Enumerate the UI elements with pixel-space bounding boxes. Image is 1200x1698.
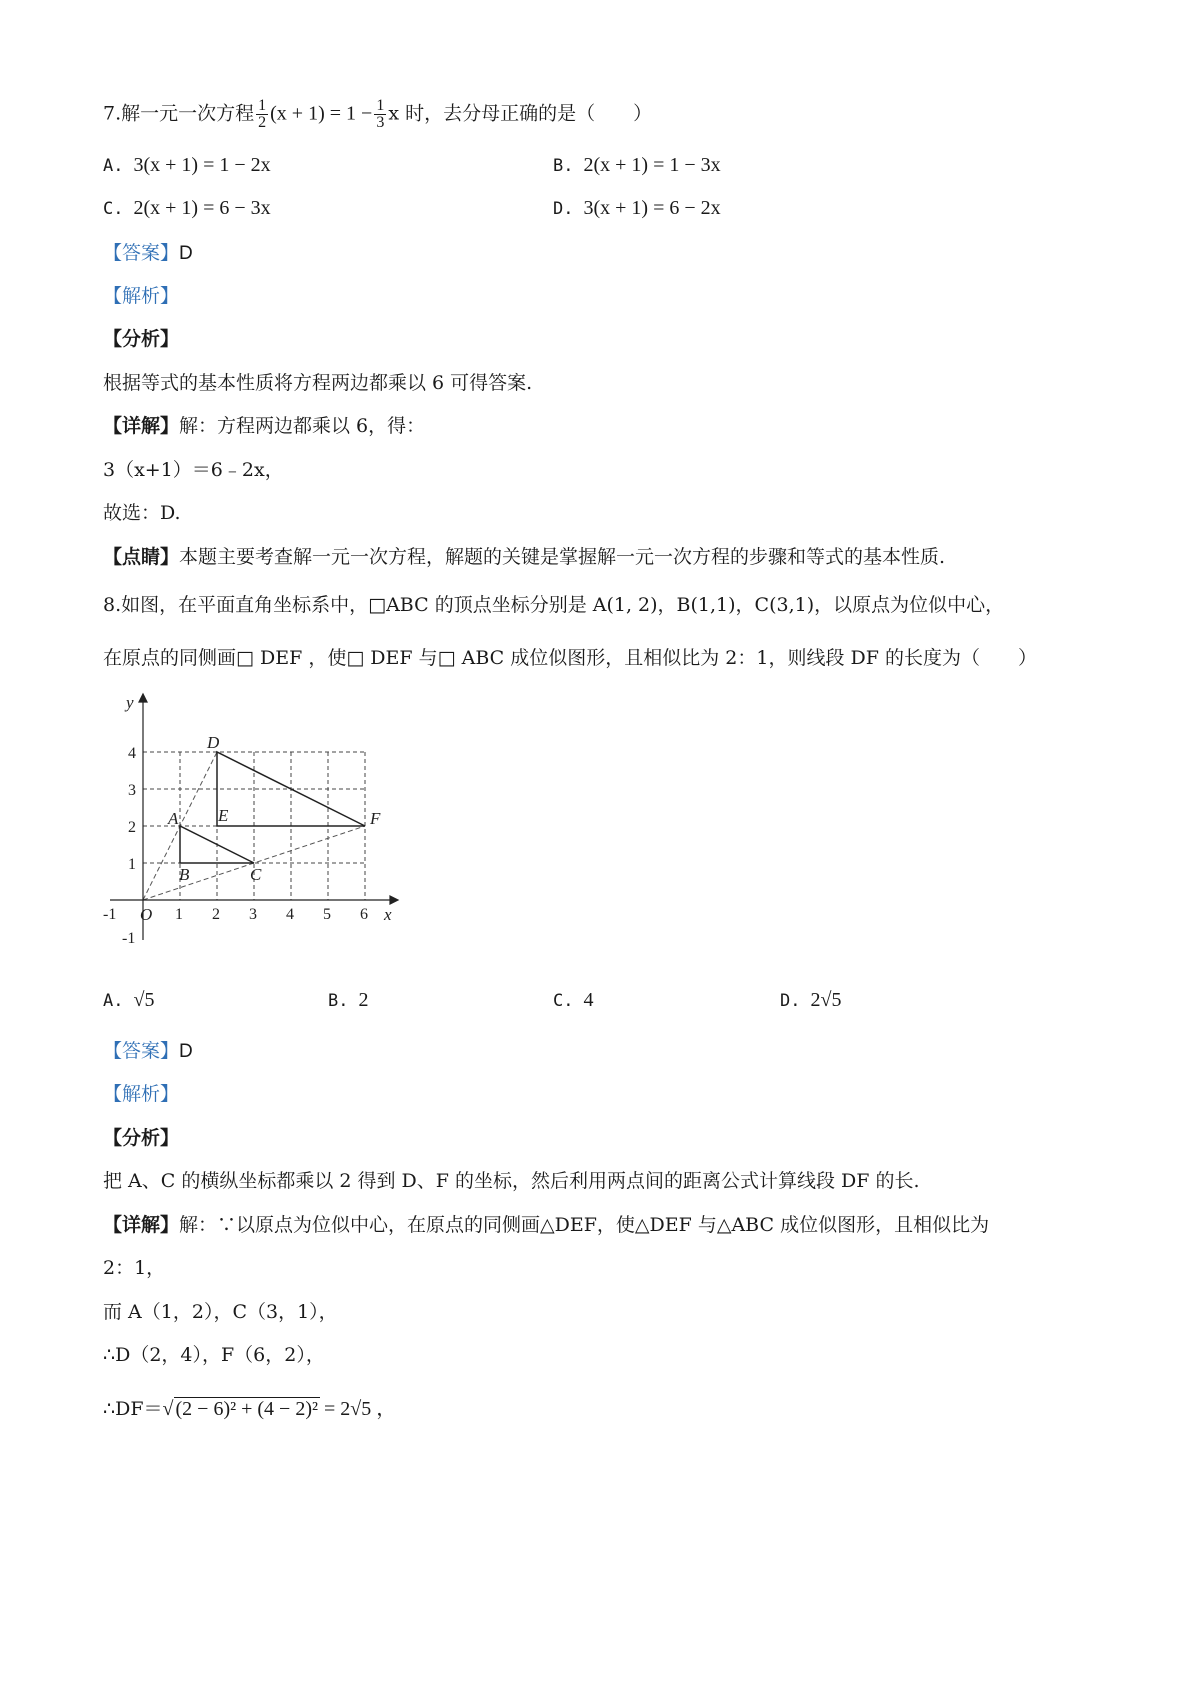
q7-option-a[interactable]: A. 3(x + 1) = 1 − 2x (103, 154, 271, 176)
q8-stem-line1: 8.如图，在平面直角坐标系中，□ABC 的顶点坐标分别是 A(1, 2)，B(1,1)，C(3,1)，以原点为位似中心， (103, 594, 1005, 616)
q8-df-result: = 2√5 ， (323, 1398, 397, 1420)
q8-xiangjie-cont: 2：1， (103, 1257, 166, 1279)
origin-label: O (140, 905, 153, 924)
point-b-label: B (179, 865, 190, 884)
q7-answer: 【答案】D (103, 242, 193, 264)
q8-answer: 【答案】D (103, 1040, 193, 1062)
q8-option-d[interactable]: D. 2√5 (780, 989, 842, 1011)
y-tick-4: 4 (128, 745, 136, 762)
q7-frac-third: $\frac{1}{3}$ (376, 97, 385, 131)
q8-points: ∴D（2，4），F（6，2）， (103, 1344, 325, 1366)
q8-fenxi: 把 A、C 的横纵坐标都乘以 2 得到 D、F 的坐标，然后利用两点间的距离公式计算线段 DF 的长. (103, 1170, 920, 1192)
x-tick-2: 2 (212, 906, 220, 923)
q7-option-d[interactable]: D. 3(x + 1) = 6 − 2x (553, 197, 721, 219)
q7-stem (103, 98, 652, 131)
q8-df-radical: √ (2 − 6)² + (4 − 2)² (162, 1398, 318, 1420)
q8-given: 而 A（1，2），C（3，1）， (103, 1301, 338, 1323)
q7-fenxi-tag: 【分析】 (103, 328, 180, 350)
x-tick-neg1: -1 (103, 906, 117, 923)
y-tick-3: 3 (128, 782, 136, 799)
point-a-label: A (168, 809, 179, 828)
q8-option-a[interactable]: A. √5 (103, 989, 155, 1011)
x-tick-3: 3 (249, 906, 257, 923)
y-tick-2: 2 (128, 819, 136, 836)
y-tick-1: 1 (128, 856, 136, 873)
q8-option-b[interactable]: B. 2 (328, 989, 369, 1011)
q7-eq-mid: (x + 1) = 1 − (270, 102, 373, 125)
q7-option-c[interactable]: C. 2(x + 1) = 6 − 3x (103, 197, 271, 219)
x-tick-4: 4 (286, 906, 294, 923)
coordinate-figure (100, 690, 400, 960)
point-d-label: D (207, 733, 220, 752)
q8-df-calc (103, 1394, 396, 1424)
q7-fenxi: 根据等式的基本性质将方程两边都乘以 6 可得答案. (103, 372, 533, 394)
q7-xiangjie: 【详解】解：方程两边都乘以 6，得： (103, 415, 426, 437)
q8-df-prefix: ∴DF＝ (103, 1398, 163, 1420)
q8-xiangjie: 【详解】解：∵以原点为位似中心，在原点的同侧画△DEF，使△DEF 与△ABC 成位似图形，且相似比为 (103, 1214, 990, 1236)
q8-option-c[interactable]: C. 4 (553, 989, 594, 1011)
y-tick-neg1: -1 (122, 930, 136, 947)
triangles (180, 752, 365, 863)
q8-analysis-tag: 【解析】 (103, 1083, 180, 1105)
y-axis-label: y (126, 693, 134, 712)
x-tick-5: 5 (323, 906, 331, 923)
point-f-label: F (370, 809, 381, 828)
q7-eq-end: x 时，去分母正确的是（ ） (388, 102, 653, 125)
q7-prefix: 7.解一元一次方程 (103, 102, 255, 125)
x-axis-label: x (384, 905, 392, 924)
point-e-label: E (218, 806, 229, 825)
point-c-label: C (250, 865, 262, 884)
q7-choose: 故选：D. (103, 502, 181, 524)
q7-dianjing: 【点睛】本题主要考查解一元一次方程，解题的关键是掌握解一元一次方程的步骤和等式的基本性质. (103, 546, 946, 568)
x-tick-6: 6 (360, 906, 368, 923)
q7-step: 3（x+1）＝6﹣2x， (103, 459, 284, 481)
q7-analysis-tag: 【解析】 (103, 285, 180, 307)
q8-fenxi-tag: 【分析】 (103, 1127, 180, 1149)
q7-option-b[interactable]: B. 2(x + 1) = 1 − 3x (553, 154, 721, 176)
x-tick-1: 1 (175, 906, 183, 923)
q7-frac-half: $\frac{1}{2}$ (258, 97, 267, 131)
q8-stem-line2: 在原点的同侧画□ DEF ，使□ DEF 与□ ABC 成位似图形，且相似比为 2：1，则线段 DF 的长度为（ ） (103, 647, 1037, 669)
